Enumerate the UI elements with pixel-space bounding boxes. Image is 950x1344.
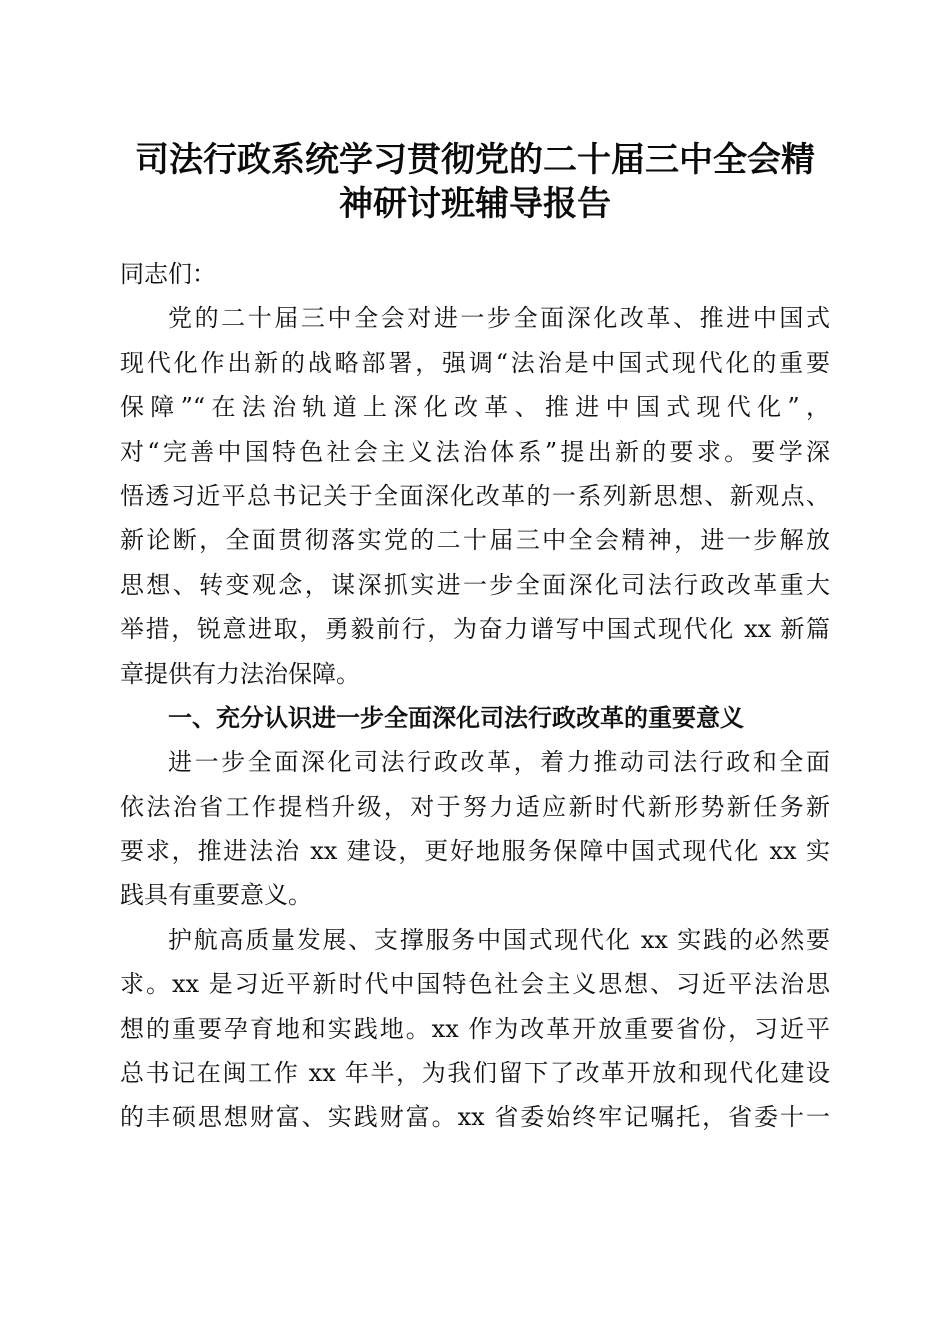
paragraph-line: 保障”“在法治轨道上深化改革、推进中国式现代化”， bbox=[120, 393, 830, 422]
paragraph-line: 想的重要孕育地和实践地。xx 作为改革开放重要省份，习近平 bbox=[120, 1014, 830, 1043]
paragraph-line: 对“完善中国特色社会主义法治体系”提出新的要求。要学深 bbox=[120, 437, 830, 466]
salutation: 同志们： bbox=[120, 260, 216, 288]
paragraph-line: 悟透习近平总书记关于全面深化改革的一系列新思想、新观点、 bbox=[120, 481, 830, 510]
paragraph-line: 的丰硕思想财富、实践财富。xx 省委始终牢记嘱托，省委十一 bbox=[120, 1103, 830, 1132]
paragraph-line: 依法治省工作提档升级，对于努力适应新时代新形势新任务新 bbox=[120, 792, 830, 821]
document-body bbox=[120, 252, 830, 1140]
paragraph-line: 总书记在闽工作 xx 年半，为我们留下了改革开放和现代化建设 bbox=[120, 1059, 830, 1088]
paragraph-line: 党的二十届三中全会对进一步全面深化改革、推进中国式 bbox=[168, 304, 830, 333]
paragraph-line: 举措，锐意进取，勇毅前行，为奋力谱写中国式现代化 xx 新篇 bbox=[120, 615, 830, 644]
paragraph-line: 思想、转变观念，谋深抓实进一步全面深化司法行政改革重大 bbox=[120, 570, 830, 599]
document-title-line-1: 司法行政系统学习贯彻党的二十届三中全会精 bbox=[135, 140, 815, 180]
paragraph-3 bbox=[120, 918, 830, 1140]
paragraph-line: 新论断，全面贯彻落实党的二十届三中全会精神，进一步解放 bbox=[120, 526, 830, 555]
paragraph-line: 进一步全面深化司法行政改革，着力推动司法行政和全面 bbox=[168, 748, 830, 777]
paragraph-line: 现代化作出新的战略部署，强调“法治是中国式现代化的重要 bbox=[120, 348, 830, 377]
paragraph-1 bbox=[120, 296, 830, 696]
paragraph-line: 要求，推进法治 xx 建设，更好地服务保障中国式现代化 xx 实 bbox=[120, 837, 830, 866]
section-heading-1: 一、充分认识进一步全面深化司法行政改革的重要意义 bbox=[168, 703, 744, 732]
paragraph-line: 护航高质量发展、支撑服务中国式现代化 xx 实践的必然要 bbox=[168, 925, 830, 954]
paragraph-line: 践具有重要意义。 bbox=[120, 881, 312, 910]
paragraph-line: 章提供有力法治保障。 bbox=[120, 659, 360, 688]
paragraph-2 bbox=[120, 740, 830, 918]
paragraph-line: 求。xx 是习近平新时代中国特色社会主义思想、习近平法治思 bbox=[120, 970, 830, 999]
document-title-line-2: 神研讨班辅导报告 bbox=[339, 184, 611, 224]
